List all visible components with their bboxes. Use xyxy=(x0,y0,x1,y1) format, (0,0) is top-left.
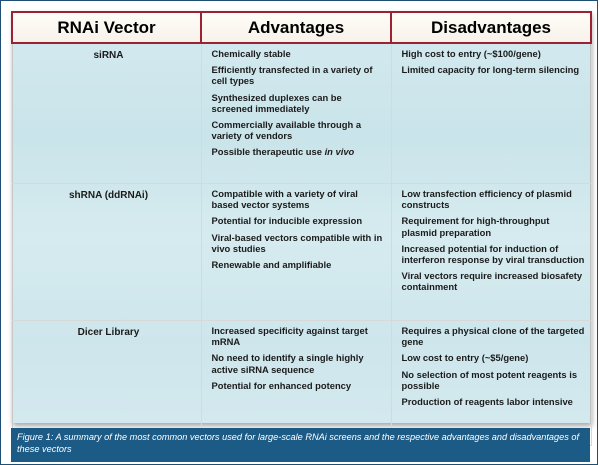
disadvantage-item: Production of reagents labor intensive xyxy=(401,396,573,408)
vector-cell: Dicer Library xyxy=(12,321,201,446)
figure-caption: Figure 1: A summary of the most common vectors used for large-scale RNAi screens and the respective advantages and disadvantages of these vectors xyxy=(11,428,590,462)
disadvantages-cell xyxy=(391,43,591,184)
disadvantages-cell xyxy=(391,184,591,321)
disadvantage-item: Viral vectors require increased biosafety containment xyxy=(401,270,583,293)
advantages-cell xyxy=(201,184,391,321)
advantage-item: Potential for enhanced potency xyxy=(211,379,352,391)
disadvantage-item: No selection of most potent reagents is possible xyxy=(401,368,578,391)
disadvantage-item: Low transfection efficiency of plasmid constructs xyxy=(401,188,572,211)
disadvantage-item: Requirement for high-throughput plasmid preparation xyxy=(401,215,550,238)
advantage-item: Compatible with a variety of viral based vector systems xyxy=(211,188,358,211)
advantage-item: No need to identify a single highly active siRNA sequence xyxy=(211,352,364,375)
disadvantage-item: High cost to entry (~$100/gene) xyxy=(401,48,541,59)
disadvantage-item: Low cost to entry (~$5/gene) xyxy=(401,352,529,364)
advantages-cell xyxy=(201,43,391,184)
header-advantages: Advantages xyxy=(201,12,391,43)
comparison-table-wrapper xyxy=(11,11,590,423)
disadvantage-item: Requires a physical clone of the targeted gene xyxy=(401,325,585,348)
disadvantage-item: Limited capacity for long-term silencing xyxy=(401,64,580,76)
table-row-shrna xyxy=(12,184,591,321)
vector-cell: shRNA (ddRNAi) xyxy=(12,184,201,321)
advantage-item: Renewable and amplifiable xyxy=(211,259,332,271)
advantage-item: Efficiently transfected in a variety of cell types xyxy=(211,64,373,87)
advantage-item xyxy=(212,146,385,157)
table-row-dicer-library xyxy=(12,321,591,446)
table-header-row xyxy=(12,12,591,43)
rnai-vector-comparison-table xyxy=(11,11,592,446)
advantage-item-text: Possible therapeutic use xyxy=(211,146,325,158)
advantage-item: Commercially available through a variety of vendors xyxy=(211,119,362,142)
advantages-cell xyxy=(201,321,391,446)
disadvantages-cell xyxy=(391,321,591,446)
advantage-item: Synthesized duplexes can be screened immediately xyxy=(211,91,342,114)
table-row-sirna xyxy=(12,43,591,184)
advantage-item: Chemically stable xyxy=(211,48,291,59)
advantage-item: Viral-based vectors compatible with in vivo studies xyxy=(211,231,383,254)
advantage-item: Potential for inducible expression xyxy=(211,215,363,227)
header-rnai-vector: RNAi Vector xyxy=(12,12,201,43)
advantage-item: Increased specificity against target mRNA xyxy=(211,325,368,348)
advantage-item-emphasis: in vivo xyxy=(324,146,355,158)
vector-cell: siRNA xyxy=(12,43,201,184)
disadvantage-item: Increased potential for induction of interferon response by viral transduction xyxy=(401,242,585,266)
header-disadvantages: Disadvantages xyxy=(391,12,591,43)
